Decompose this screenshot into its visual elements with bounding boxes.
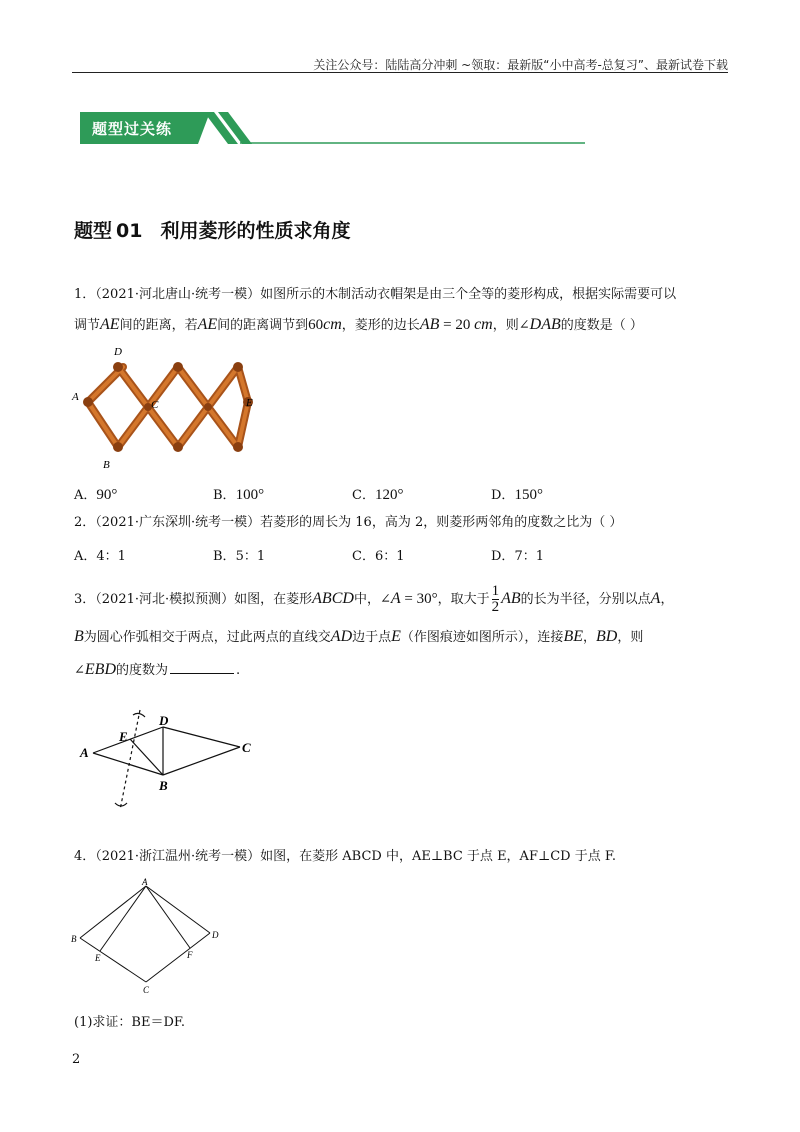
- option-value: 90°: [96, 487, 118, 503]
- q1-text-c: 间的距离，若: [119, 318, 198, 333]
- q1-source: （2021·河北唐山·统考一模）: [95, 287, 261, 302]
- option-letter: B．: [213, 488, 236, 503]
- q3-math-ebd: EBD: [84, 661, 117, 678]
- option-value: 5：1: [235, 549, 266, 564]
- q1-text-f: ，则∠: [492, 318, 530, 333]
- q3-math-be: BE: [563, 628, 583, 645]
- option-value: 4：1: [96, 549, 126, 564]
- q1-text-d: 间的距离调节到: [217, 318, 309, 333]
- q3-text-j: ，则: [617, 630, 644, 645]
- q1-label-d: D: [114, 346, 122, 358]
- q1-text-a: 如图所示的木制活动衣帽架是由三个全等的菱形构成，根据实际需要可以: [260, 287, 677, 302]
- q3-text-m: .: [236, 663, 241, 678]
- q4-number: 4．: [74, 849, 96, 864]
- q2-option-a: [74, 545, 126, 564]
- q3-text-d: 的长为半径，分别以点: [520, 592, 651, 607]
- q2-text: 若菱形的周长为 16，高为 2，则菱形两邻角的度数之比为（ ）: [260, 515, 623, 530]
- q4-text: 如图，在菱形 ABCD 中，AE⊥BC 于点 E，AF⊥CD 于点 F.: [260, 849, 616, 864]
- q1-label-e: E: [246, 397, 253, 409]
- option-letter: D．: [491, 549, 515, 564]
- q1-distance: 60: [308, 317, 324, 333]
- q1-option-d: [491, 484, 543, 504]
- q3-line-3: [74, 661, 240, 680]
- q3-math-e: E: [391, 628, 401, 645]
- q3-text-h: （作图痕迹如图所示），连接: [400, 630, 564, 645]
- fraction-numerator: 1: [491, 583, 500, 599]
- q4-label-f: F: [187, 950, 193, 960]
- q1-text-b: 调节: [74, 318, 101, 333]
- q3-text-g: 边于点: [352, 630, 392, 645]
- q3-math-b: B: [74, 628, 84, 645]
- q1-math-ab: AB: [419, 316, 440, 333]
- option-value: 6：1: [374, 549, 405, 564]
- q3-math-ad: AD: [330, 628, 353, 645]
- q3-source: （2021·河北·模拟预测）: [95, 592, 235, 607]
- q1-text-g: 的度数是（ ）: [560, 318, 643, 333]
- option-letter: D．: [491, 488, 515, 503]
- q3-text-a: 如图，在菱形: [234, 592, 313, 607]
- q3-label-b: B: [159, 778, 168, 793]
- q3-math-bd: BD: [596, 628, 618, 645]
- q3-label-c: C: [242, 740, 251, 755]
- q1-option-a: [74, 484, 117, 504]
- q3-math-abcd: ABCD: [312, 590, 354, 607]
- q2-option-c: [352, 545, 405, 564]
- q3-math-a-2: A: [650, 590, 661, 607]
- q4-label-e: E: [95, 953, 101, 963]
- q4-label-b: B: [71, 934, 77, 944]
- q1-text-e: ，菱形的边长: [341, 318, 420, 333]
- q3-text-l: 的度数为: [116, 663, 169, 678]
- q2-source: （2021·广东深圳·统考一模）: [95, 515, 261, 530]
- section-prefix: 题型: [74, 220, 113, 242]
- q3-angle-sign: ∠: [74, 663, 85, 678]
- q2-option-d: [491, 545, 544, 564]
- q1-label-b: B: [103, 459, 110, 471]
- page-header: 关注公众号：陆陆高分冲刺 ~领取：最新版“小中高考-总复习”、最新试卷下载: [313, 58, 728, 72]
- q4-label-a: A: [142, 878, 148, 887]
- option-value: 120°: [374, 487, 404, 503]
- section-title: [74, 216, 350, 243]
- q3-text-c: ，取大于: [437, 592, 490, 607]
- q3-angle: = 30°: [400, 591, 438, 607]
- q1-option-c: [352, 484, 403, 504]
- q3-fraction: [492, 584, 500, 615]
- q3-text-f: 为圆心作弧相交于两点，过此两点的直线交: [83, 630, 331, 645]
- q3-line-2: [74, 628, 643, 647]
- q1-math-ae-2: AE: [197, 316, 218, 333]
- q1-option-b: [213, 484, 264, 504]
- q3-rhombus-figure: [75, 705, 275, 820]
- q1-label-a: A: [72, 391, 79, 403]
- option-letter: A．: [74, 488, 97, 503]
- q1-math-ae: AE: [100, 316, 120, 333]
- q3-line-1: [74, 584, 673, 615]
- q3-label-d: D: [159, 713, 169, 728]
- fraction-denominator: 2: [491, 599, 500, 615]
- q3-text-i: ，: [582, 630, 596, 645]
- q2-line: [74, 514, 622, 532]
- option-letter: C．: [352, 488, 375, 503]
- option-letter: A．: [74, 549, 97, 564]
- banner-label: 题型过关练: [92, 120, 173, 138]
- q1-coat-rack-figure: [68, 342, 268, 472]
- page-number: 2: [72, 1052, 81, 1067]
- header-divider: [72, 72, 728, 73]
- q1-math-dab: DAB: [529, 316, 561, 333]
- q3-text-b: 中，∠: [353, 592, 391, 607]
- option-value: 150°: [514, 487, 543, 503]
- q2-option-b: [213, 545, 265, 564]
- q1-unit-cm: cm: [323, 316, 342, 333]
- q3-text-e: ，: [660, 592, 674, 607]
- option-value: 7：1: [514, 549, 544, 564]
- q4-line: [74, 848, 616, 866]
- q1-number: 1．: [74, 287, 96, 302]
- section-title-text: 利用菱形的性质求角度: [160, 220, 351, 242]
- section-number: 01: [116, 220, 143, 242]
- q1-unit-cm-2: cm: [474, 316, 493, 333]
- option-letter: C．: [352, 549, 375, 564]
- q1-equals-value: = 20: [439, 317, 475, 333]
- q1-label-c: C: [151, 399, 159, 411]
- q3-label-e: E: [119, 729, 128, 744]
- q4-rhombus-figure: [68, 878, 228, 998]
- q3-number: 3．: [74, 592, 96, 607]
- q3-label-a: A: [80, 745, 89, 760]
- option-value: 100°: [235, 487, 265, 503]
- q1-line-1: [74, 286, 676, 304]
- q4-sub-question-1: (1)求证：BE＝DF.: [74, 1015, 186, 1030]
- q4-source: （2021·浙江温州·统考一模）: [95, 849, 261, 864]
- q4-label-d: D: [212, 930, 219, 940]
- q3-answer-blank[interactable]: [170, 661, 234, 674]
- q3-math-a: A: [390, 590, 401, 607]
- option-letter: B．: [213, 549, 236, 564]
- q2-number: 2．: [74, 515, 96, 530]
- q1-line-2: [74, 316, 643, 335]
- q4-label-c: C: [143, 985, 150, 995]
- q3-math-ab: AB: [501, 590, 521, 607]
